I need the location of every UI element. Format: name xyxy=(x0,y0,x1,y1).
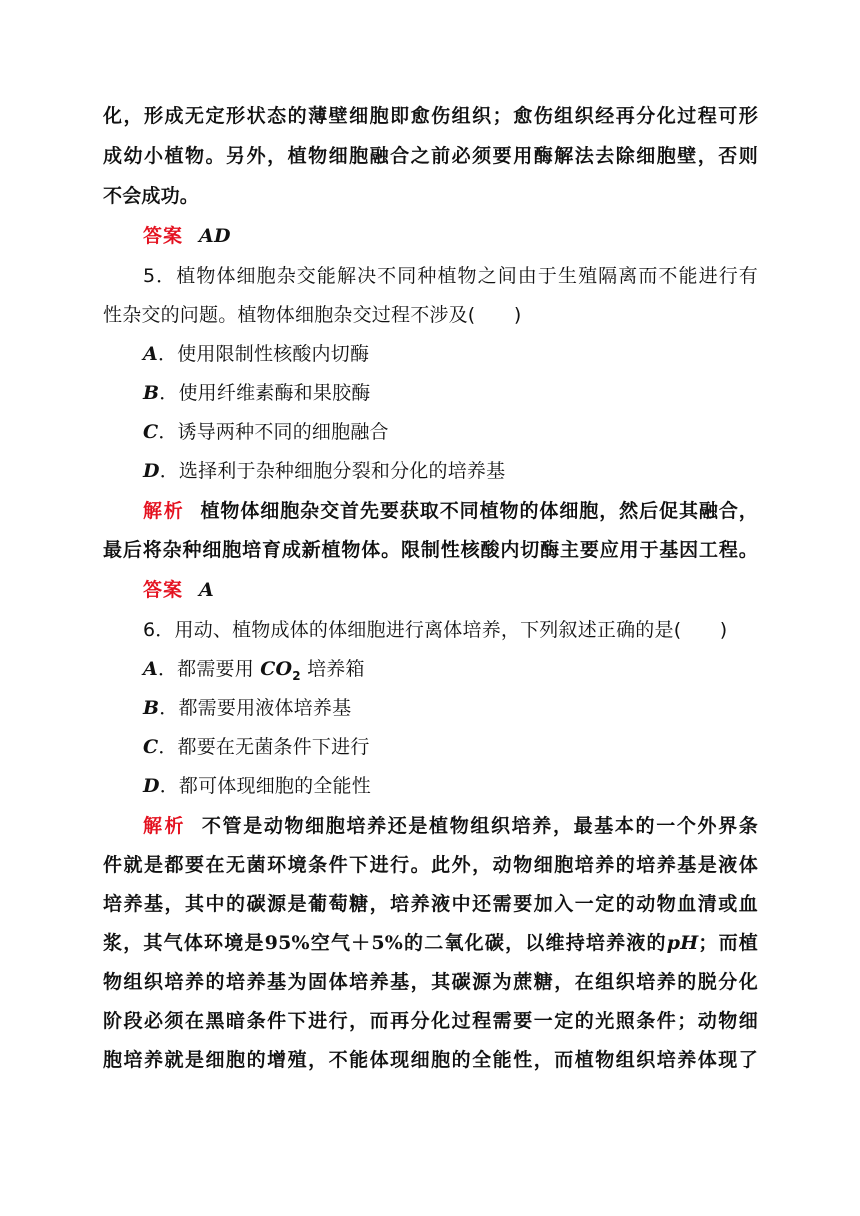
analysis-line: 最后将杂种细胞培育成新植物体。限制性核酸内切酶主要应用于基因工程。 xyxy=(103,539,758,561)
option-a: A．使用限制性核酸内切酶 xyxy=(143,343,370,365)
answer-label: 答案 xyxy=(143,225,184,247)
answer-line xyxy=(143,223,758,249)
answer-line xyxy=(143,577,758,603)
option-b: B．都需要用液体培养基 xyxy=(143,697,352,719)
analysis-line: 件就是都要在无菌环境条件下进行。此外，动物细胞培养的培养基是液体 xyxy=(103,854,758,876)
option-c: C．诱导两种不同的细胞融合 xyxy=(143,421,389,443)
analysis-line: 解析 不管是动物细胞培养还是植物组织培养，最基本的一个外界条 xyxy=(143,815,758,837)
text-line: 不会成功。 xyxy=(103,185,200,207)
option-d: D．都可体现细胞的全能性 xyxy=(143,775,371,797)
answer-value: A xyxy=(199,579,214,601)
answer-value: AD xyxy=(199,225,231,247)
option-b: B．使用纤维素酶和果胶酶 xyxy=(143,382,371,404)
option-d: D．选择利于杂种细胞分裂和分化的培养基 xyxy=(143,460,506,482)
text-line: 成幼小植物。另外，植物细胞融合之前必须要用酶解法去除细胞壁，否则 xyxy=(103,145,758,167)
analysis-line: 解析 植物体细胞杂交首先要获取不同植物的体细胞，然后促其融合， xyxy=(143,500,758,522)
option-a: A．都需要用 $CO_2$ 培养箱 xyxy=(143,658,365,683)
question-6-stem: 6．用动、植物成体的体细胞进行离体培养，下列叙述正确的是( ) xyxy=(143,619,728,641)
question-5-stem: 5．植物体细胞杂交能解决不同种植物之间由于生殖隔离而不能进行有 xyxy=(143,265,758,287)
question-5-stem-cont: 性杂交的问题。植物体细胞杂交过程不涉及( ) xyxy=(103,304,522,326)
option-c: C．都要在无菌条件下进行 xyxy=(143,736,370,758)
analysis-line: 阶段必须在黑暗条件下进行，而再分化过程需要一定的光照条件；动物细 xyxy=(103,1010,758,1032)
analysis-label: 解析 xyxy=(143,500,185,522)
analysis-line: 物组织培养的培养基为固体培养基，其碳源为蔗糖，在组织培养的脱分化 xyxy=(103,971,758,993)
text-line: 化，形成无定形状态的薄壁细胞即愈伤组织；愈伤组织经再分化过程可形 xyxy=(103,105,758,127)
analysis-line: 胞培养就是细胞的增殖，不能体现细胞的全能性，而植物组织培养体现了 xyxy=(103,1049,758,1071)
answer-label: 答案 xyxy=(143,579,184,601)
analysis-line: 浆，其气体环境是95%空气＋5%的二氧化碳，以维持培养液的pH；而植 xyxy=(103,932,758,954)
analysis-label: 解析 xyxy=(143,815,186,837)
analysis-line: 培养基，其中的碳源是葡萄糖，培养液中还需要加入一定的动物血清或血 xyxy=(103,893,758,915)
